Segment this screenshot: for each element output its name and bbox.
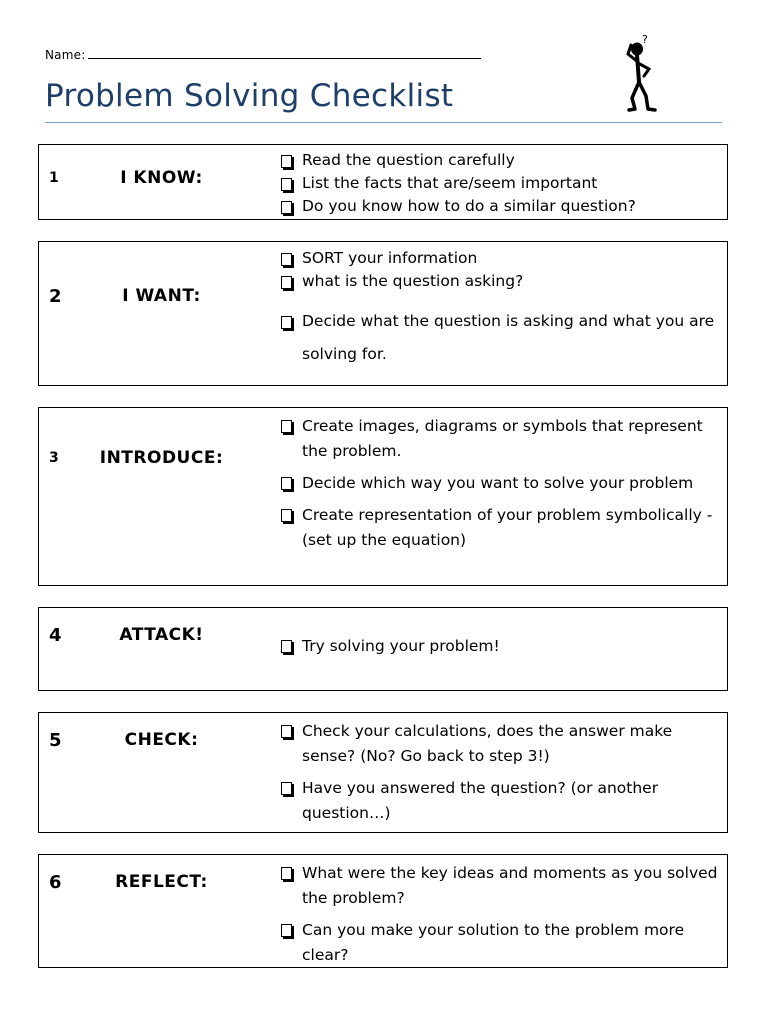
checklist-item[interactable] (279, 414, 723, 464)
checkbox-icon[interactable] (281, 201, 292, 214)
checkbox-icon[interactable] (281, 316, 292, 329)
checklist-item-text: Create representation of your problem symbolically - (set up the equation) (302, 506, 713, 549)
checklist-item-text: Decide what the question is asking and what you are solving for. (302, 312, 715, 363)
checkbox-icon[interactable] (281, 155, 292, 168)
checklist-item[interactable] (279, 719, 723, 769)
title-divider (45, 122, 722, 123)
checklist-item[interactable] (279, 195, 723, 218)
checklist-item[interactable] (279, 149, 723, 172)
step-number: 4 (49, 625, 62, 646)
checklist-item-text: what is the question asking? (302, 272, 524, 290)
step-box-4 (38, 607, 728, 691)
checkbox-icon[interactable] (281, 924, 292, 937)
name-field[interactable] (45, 46, 481, 62)
name-blank-line[interactable] (88, 46, 481, 59)
page-title: Problem Solving Checklist (45, 78, 454, 114)
step-items (279, 861, 723, 968)
step-number: 1 (49, 170, 59, 186)
checklist-item-text: Check your calculations, does the answer make sense? (No? Go back to step 3!) (302, 722, 673, 765)
step-number: 2 (49, 286, 62, 307)
step-number: 3 (49, 450, 59, 466)
step-items (279, 719, 723, 826)
checkbox-icon[interactable] (281, 178, 292, 191)
checklist-item-text: Do you know how to do a similar question? (302, 197, 636, 215)
checklist-item[interactable] (279, 247, 723, 270)
step-label: REFLECT: (115, 872, 208, 892)
checkbox-icon[interactable] (281, 725, 292, 738)
checklist-item-text: Have you answered the question? (or another question…) (302, 779, 659, 822)
checklist-item[interactable] (279, 634, 723, 659)
checklist-item-text: Read the question carefully (302, 151, 515, 169)
checkbox-icon[interactable] (281, 253, 292, 266)
checkbox-icon[interactable] (281, 509, 292, 522)
step-box-1 (38, 144, 728, 220)
checklist-item-text: SORT your information (302, 249, 478, 267)
step-box-5 (38, 712, 728, 833)
step-label: INTRODUCE: (99, 448, 224, 468)
checklist-item[interactable] (279, 471, 723, 496)
step-box-6 (38, 854, 728, 968)
step-items (279, 634, 723, 659)
step-number: 6 (49, 872, 62, 893)
question-mark: ? (642, 33, 648, 46)
checklist-item-text: Create images, diagrams or symbols that represent the problem. (302, 417, 703, 460)
thinking-stick-figure-icon (618, 32, 662, 114)
checklist-item[interactable] (279, 305, 723, 371)
checkbox-icon[interactable] (281, 276, 292, 289)
checklist-item[interactable] (279, 172, 723, 195)
step-items (279, 414, 723, 553)
checkbox-icon[interactable] (281, 420, 292, 433)
checkbox-icon[interactable] (281, 867, 292, 880)
step-box-2 (38, 241, 728, 386)
checklist-item-text: What were the key ideas and moments as you solved the problem? (302, 864, 718, 907)
checklist-item[interactable] (279, 861, 723, 911)
checklist-item-text: Try solving your problem! (302, 637, 500, 655)
checklist-item[interactable] (279, 503, 723, 553)
step-label: ATTACK! (119, 625, 204, 645)
step-items (279, 247, 723, 371)
step-number: 5 (49, 730, 62, 751)
step-label: CHECK: (124, 730, 199, 750)
step-items (279, 149, 723, 218)
step-box-3 (38, 407, 728, 586)
checkbox-icon[interactable] (281, 477, 292, 490)
checklist-item-text: Can you make your solution to the problem more clear? (302, 921, 685, 964)
checklist-item[interactable] (279, 918, 723, 968)
checklist-item[interactable] (279, 776, 723, 826)
checklist-item-text: List the facts that are/seem important (302, 174, 598, 192)
checklist-item[interactable] (279, 270, 723, 293)
checkbox-icon[interactable] (281, 640, 292, 653)
checklist-item-text: Decide which way you want to solve your problem (302, 474, 694, 492)
step-label: I WANT: (122, 286, 201, 306)
step-label: I KNOW: (120, 168, 203, 188)
checkbox-icon[interactable] (281, 782, 292, 795)
name-label: Name: (45, 48, 86, 62)
